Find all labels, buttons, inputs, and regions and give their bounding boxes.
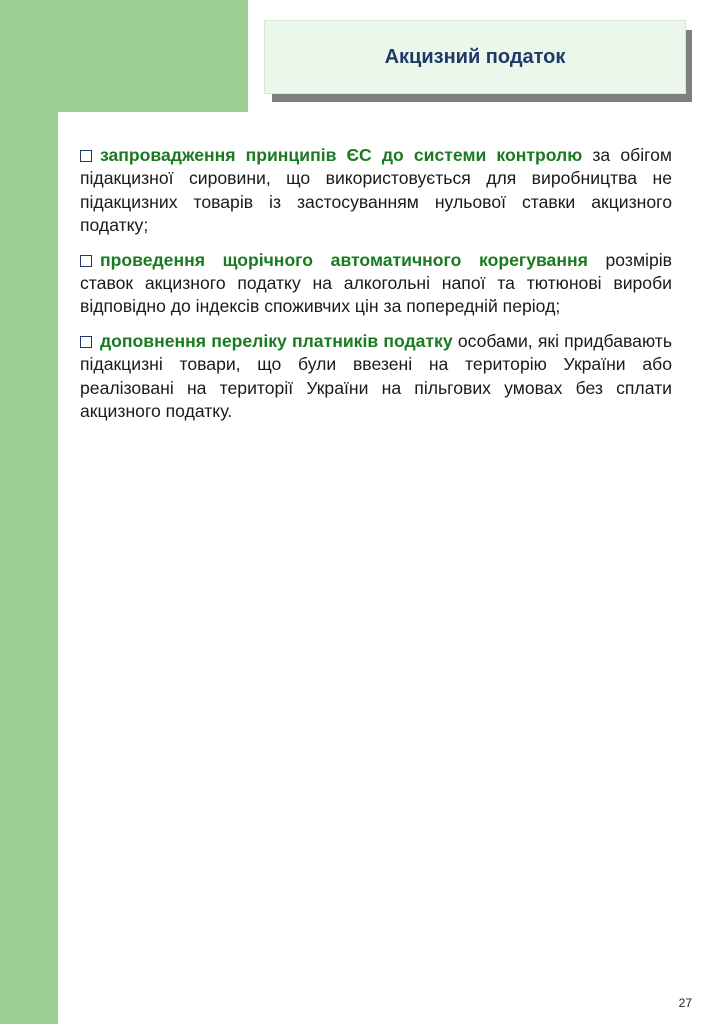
item-text: особами, які придбавають підакцизні товари, що були ввезені на територію України або реалізовані на території України на пільгових умовах без сплати акцизного податку.	[80, 330, 672, 422]
checkbox-bullet-icon	[80, 336, 92, 348]
sidebar-decoration	[0, 0, 58, 1024]
bullet-list	[80, 144, 672, 434]
item-highlight: запровадження принципів ЄС до системи контролю	[100, 145, 583, 165]
checkbox-bullet-icon	[80, 150, 92, 162]
list-item	[80, 330, 672, 424]
header-decoration	[58, 0, 248, 112]
item-text: за обігом підакцизної сировини, що використовується для виробництва не підакцизних товарів із застосуванням нульової ставки акцизного податку;	[80, 145, 673, 236]
title-box	[264, 20, 686, 94]
page-number: 27	[678, 996, 692, 1010]
page-title: Акцизний податок	[384, 45, 566, 68]
item-highlight: проведення щорічного автоматичного корегування	[100, 249, 588, 270]
item-highlight: доповнення переліку платників податку	[100, 330, 453, 351]
list-item	[80, 249, 672, 319]
checkbox-bullet-icon	[80, 255, 92, 267]
list-item	[80, 144, 672, 238]
item-text: розмірів ставок акцизного податку на алкогольні напої та тютюнові вироби відповідно до індексів споживчих цін за попередній період;	[80, 249, 673, 317]
